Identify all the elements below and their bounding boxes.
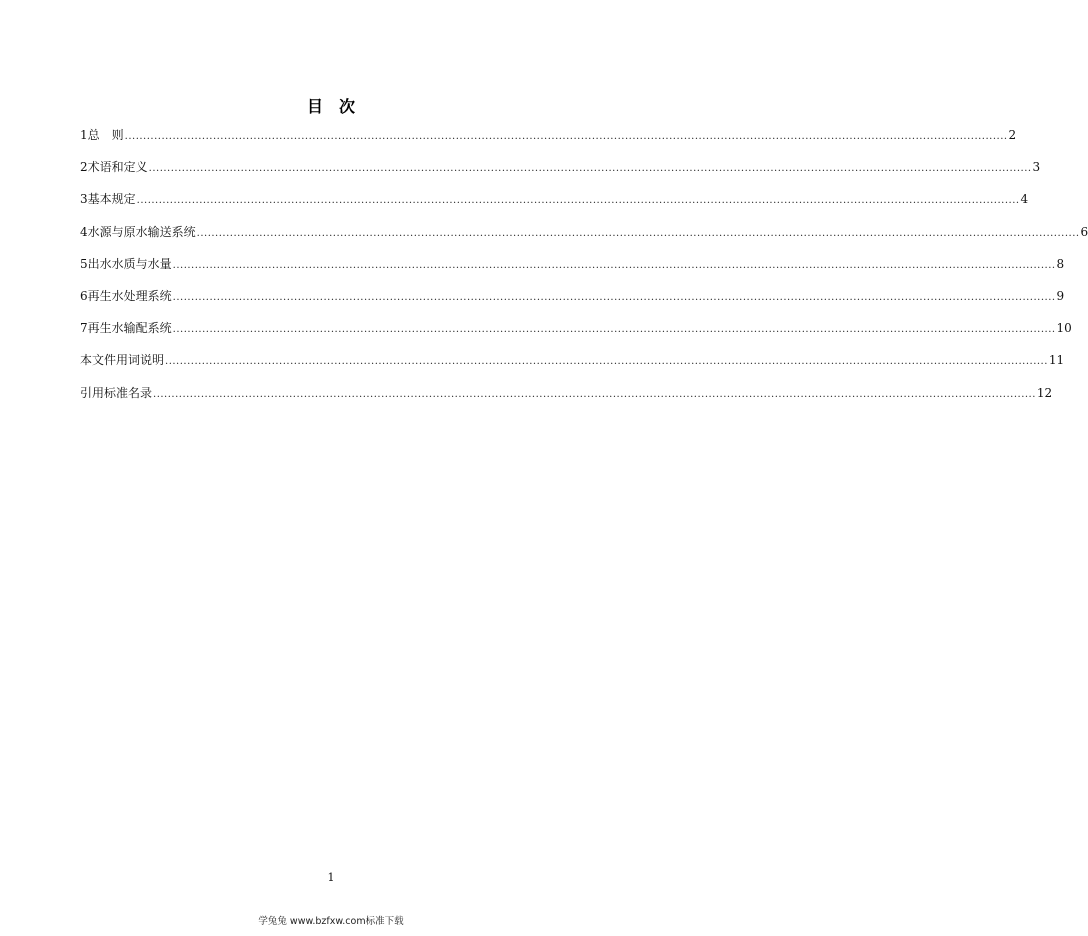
toc-entry[interactable] [80, 320, 1072, 352]
toc-dot-leader: ................................................................................................................................................................................................................................................ [172, 291, 1056, 303]
toc-entry[interactable] [80, 256, 1065, 288]
toc-dot-leader: ................................................................................................................................................................................................................................................ [196, 227, 1080, 239]
toc-entry[interactable] [80, 224, 1088, 256]
toc-entry-label: 术语和定义 [87, 160, 148, 175]
toc-entry-page: 4 [1020, 192, 1029, 207]
toc-dot-leader: ................................................................................................................................................................................................................................................ [124, 131, 1008, 142]
toc-dot-leader: ................................................................................................................................................................................................................................................ [172, 259, 1056, 271]
toc-entry-page: 9 [1056, 288, 1065, 303]
toc-entry-label: 引用标准名录 [80, 385, 153, 400]
toc-dot-leader: ................................................................................................................................................................................................................................................ [148, 163, 1032, 175]
toc-entry-page: 12 [1036, 385, 1053, 400]
toc-entry[interactable] [80, 191, 1029, 223]
toc-entry-number: 5 [80, 256, 88, 271]
toc-entry-label: 水源与原水输送系统 [87, 224, 196, 239]
toc-entry-number: 1 [80, 128, 88, 142]
toc-entry-page: 2 [1008, 128, 1017, 142]
toc-entry-label: 基本规定 [87, 192, 136, 207]
toc-dot-leader: ................................................................................................................................................................................................................................................ [136, 195, 1020, 207]
toc-entry-label: 本文件用词说明 [80, 353, 165, 368]
toc-dot-leader: ................................................................................................................................................................................................................................................ [165, 356, 1048, 368]
toc-entry[interactable] [80, 288, 1065, 320]
toc-entry-number: 2 [80, 160, 88, 175]
toc-entry-label: 再生水输配系统 [87, 321, 172, 336]
toc-entry-page: 11 [1048, 353, 1065, 368]
page-number: 1 [327, 871, 335, 884]
toc-entry[interactable] [80, 127, 1017, 159]
toc-entry-page: 3 [1032, 160, 1041, 175]
toc-list [80, 127, 1088, 417]
toc-entry[interactable] [80, 159, 1041, 191]
toc-entry-label: 出水水质与水量 [87, 256, 172, 271]
toc-entry-number: 6 [80, 288, 88, 303]
toc-entry-label: 总 则 [87, 128, 124, 142]
toc-entry[interactable] [80, 352, 1065, 384]
toc-dot-leader: ................................................................................................................................................................................................................................................ [153, 388, 1036, 400]
toc-entry[interactable] [80, 385, 1053, 417]
toc-entry-page: 10 [1056, 321, 1072, 336]
footer-watermark: 学兔兔 www.bzfxw.com标准下载 [258, 916, 404, 927]
toc-entry-number: 4 [80, 224, 88, 239]
toc-entry-page: 8 [1056, 256, 1065, 271]
toc-entry-number: 7 [80, 321, 88, 336]
toc-entry-page: 6 [1080, 224, 1088, 239]
toc-title: 目 次 [306, 97, 355, 116]
toc-entry-number: 3 [80, 192, 88, 207]
toc-dot-leader: ................................................................................................................................................................................................................................................ [172, 324, 1056, 336]
toc-entry-label: 再生水处理系统 [87, 288, 172, 303]
